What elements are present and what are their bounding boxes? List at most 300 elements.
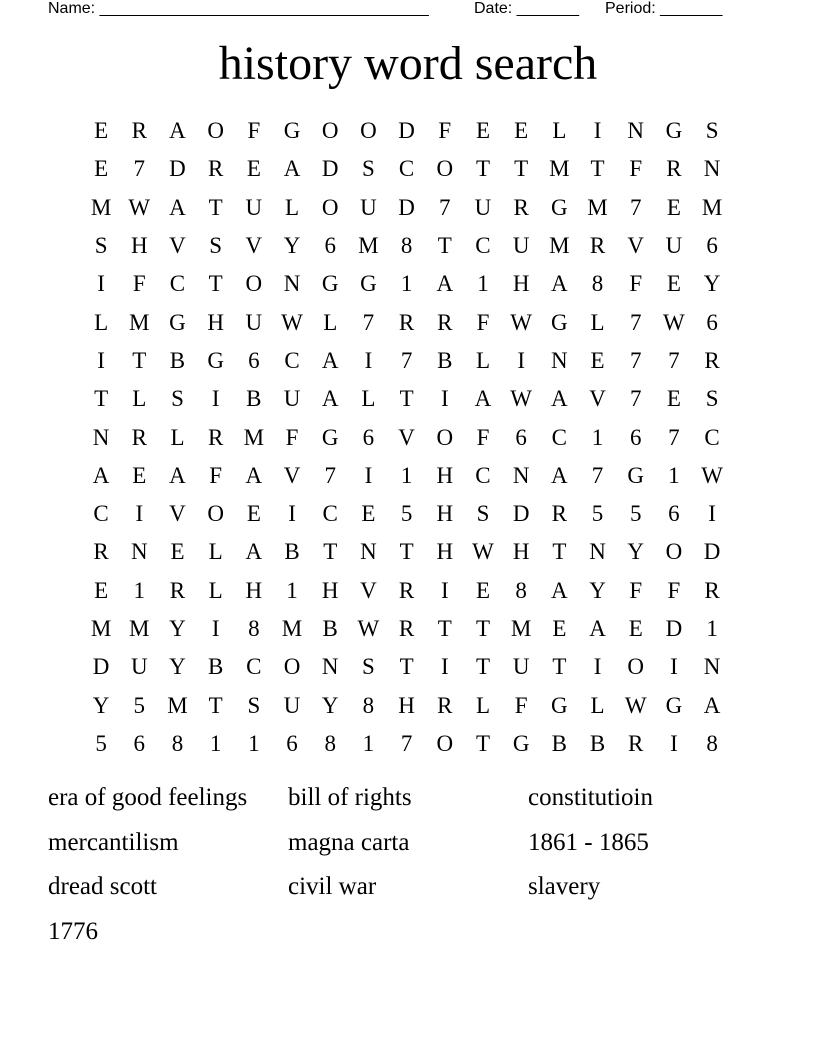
grid-cell: T — [323, 539, 338, 565]
grid-cell: 8 — [171, 730, 184, 756]
grid-cell: 7 — [668, 424, 680, 450]
grid-cell: R — [169, 577, 186, 603]
grid-cell: D — [321, 156, 339, 182]
grid-cell: E — [628, 616, 643, 641]
grid-cell: L — [361, 386, 376, 412]
grid-cell: T — [552, 539, 567, 565]
grid-cell: E — [514, 118, 529, 144]
grid-cell: 7 — [629, 309, 642, 335]
grid-cell: Y — [627, 539, 645, 565]
grid-cell: I — [440, 386, 449, 412]
grid-cell: A — [169, 118, 186, 144]
grid-cell: O — [436, 424, 454, 450]
grid-cell: 7 — [400, 347, 413, 373]
grid-cell: I — [135, 501, 144, 527]
grid-cell: G — [360, 271, 377, 297]
grid-cell: E — [94, 156, 109, 182]
grid-cell: 8 — [324, 730, 336, 756]
grid-cell: A — [245, 462, 263, 488]
grid-cell: R — [207, 156, 224, 182]
grid-cell: L — [94, 309, 109, 335]
grid-cell: O — [436, 156, 454, 182]
grid-cell: C — [475, 233, 491, 259]
grid-cell: S — [362, 156, 375, 182]
grid-cell: R — [398, 309, 415, 335]
word-list-item: era of good feelings — [48, 784, 248, 811]
grid-cell: S — [705, 386, 719, 412]
grid-cell: 7 — [362, 309, 375, 335]
grid-cell: F — [438, 118, 452, 144]
grid-cell: 7 — [439, 194, 451, 220]
grid-cell: N — [360, 539, 377, 565]
grid-cell: U — [474, 194, 492, 220]
grid-cell: I — [670, 730, 678, 756]
grid-cell: F — [629, 271, 643, 297]
grid-cell: B — [551, 730, 568, 756]
grid-cell: H — [321, 577, 339, 603]
grid-cell: F — [629, 156, 643, 182]
word-list — [48, 776, 768, 954]
grid-cell: I — [517, 347, 525, 373]
grid-cell: R — [551, 501, 568, 527]
grid-cell: T — [208, 194, 223, 220]
grid-cell: T — [399, 654, 414, 680]
grid-cell: R — [93, 539, 109, 565]
grid-cell: T — [94, 386, 109, 412]
grid-cell: 1 — [668, 462, 680, 488]
grid-cell: 1 — [400, 271, 413, 297]
grid-cell: T — [475, 654, 490, 680]
grid-cell: L — [552, 118, 567, 144]
grid-cell: R — [437, 309, 453, 335]
grid-cell: M — [549, 156, 570, 182]
grid-cell: D — [703, 539, 721, 565]
grid-cell: E — [666, 194, 681, 220]
grid-cell: M — [587, 194, 608, 220]
grid-cell: I — [440, 577, 449, 603]
grid-cell: H — [512, 271, 530, 297]
grid-cell: G — [551, 309, 568, 335]
grid-cell: 7 — [400, 730, 413, 756]
grid-cell: T — [552, 654, 567, 680]
word-list-item: slavery — [528, 873, 601, 900]
grid-cell: C — [169, 271, 186, 297]
date-field-label: Date: _______ — [474, 0, 579, 17]
grid-cell: W — [510, 386, 533, 412]
grid-cell: Y — [283, 233, 301, 259]
grid-cell: 7 — [668, 347, 680, 373]
grid-cell: O — [360, 118, 377, 144]
grid-cell: F — [667, 577, 681, 603]
grid-cell: U — [512, 654, 530, 680]
grid-cell: U — [245, 194, 263, 220]
grid-cell: H — [436, 501, 454, 527]
grid-cell: G — [551, 692, 568, 718]
grid-cell: 7 — [591, 462, 604, 488]
grid-cell: L — [590, 309, 605, 335]
grid-cell: M — [129, 616, 150, 641]
grid-cell: H — [398, 692, 415, 718]
grid-cell: E — [475, 118, 490, 144]
grid-cell: A — [703, 692, 721, 718]
grid-cell: D — [665, 616, 683, 641]
grid-cell: F — [476, 309, 490, 335]
grid-cell: I — [288, 501, 296, 527]
grid-cell: O — [207, 118, 224, 144]
grid-cell: F — [629, 577, 643, 603]
grid-cell: D — [398, 194, 415, 220]
grid-cell: F — [514, 692, 528, 718]
grid-cell: R — [398, 616, 415, 641]
grid-cell: 6 — [248, 347, 260, 373]
grid-cell: T — [475, 616, 490, 641]
grid-cell: T — [590, 156, 605, 182]
grid-cell: A — [321, 386, 339, 412]
grid-cell: D — [169, 156, 186, 182]
grid-cell: N — [703, 156, 721, 182]
grid-cell: C — [322, 501, 338, 527]
grid-cell: 5 — [133, 692, 146, 718]
grid-cell: L — [170, 424, 185, 450]
page-title: history word search — [218, 37, 598, 90]
grid-cell: G — [169, 309, 186, 335]
grid-cell: M — [90, 616, 112, 641]
grid-cell: T — [475, 730, 490, 756]
grid-cell: R — [513, 194, 529, 220]
grid-cell: G — [321, 271, 339, 297]
grid-cell: 1 — [706, 616, 718, 641]
grid-cell: N — [703, 654, 721, 680]
grid-cell: R — [207, 424, 224, 450]
grid-cell: 6 — [515, 424, 527, 450]
grid-cell: 6 — [324, 233, 336, 259]
grid-cell: L — [208, 539, 223, 565]
grid-cell: A — [283, 156, 301, 182]
grid-cell: E — [475, 577, 490, 603]
grid-cell: T — [475, 156, 490, 182]
word-list-item: civil war — [288, 873, 377, 900]
grid-cell: B — [284, 539, 300, 565]
grid-cell: 6 — [706, 233, 718, 259]
grid-cell: V — [169, 501, 186, 527]
grid-cell: E — [590, 347, 605, 373]
grid-cell: 7 — [629, 386, 642, 412]
grid-cell: 8 — [515, 577, 527, 603]
grid-cell: N — [130, 539, 148, 565]
grid-cell: S — [171, 386, 184, 412]
grid-cell: 5 — [591, 501, 604, 527]
word-list-item: constitutioin — [528, 784, 653, 811]
grid-cell: T — [208, 692, 223, 718]
grid-cell: H — [207, 309, 224, 335]
grid-cell: T — [514, 156, 529, 182]
grid-cell: Y — [169, 654, 186, 680]
grid-cell: R — [398, 577, 415, 603]
grid-cell: A — [169, 462, 186, 488]
grid-cell: E — [132, 462, 147, 488]
grid-cell: D — [398, 118, 415, 144]
grid-cell: T — [132, 347, 147, 373]
grid-cell: S — [476, 501, 490, 527]
grid-cell: I — [593, 654, 602, 680]
grid-cell: E — [552, 616, 567, 641]
grid-cell: M — [358, 233, 379, 259]
grid-cell: O — [665, 539, 683, 565]
grid-cell: O — [321, 194, 339, 220]
grid-cell: L — [475, 692, 490, 718]
grid-cell: 7 — [629, 347, 642, 373]
worksheet-header — [48, 0, 723, 19]
grid-cell: A — [589, 616, 606, 641]
grid-cell: N — [589, 539, 606, 565]
grid-cell: L — [285, 194, 300, 220]
grid-cell: O — [436, 730, 454, 756]
grid-cell: I — [97, 347, 105, 373]
grid-cell: B — [169, 347, 186, 373]
grid-cell: O — [321, 118, 339, 144]
grid-cell: I — [593, 118, 602, 144]
grid-cell: C — [93, 501, 109, 527]
grid-cell: A — [436, 271, 454, 297]
grid-cell: 8 — [591, 271, 604, 297]
grid-cell: L — [132, 386, 147, 412]
grid-cell: M — [549, 233, 570, 259]
grid-cell: C — [398, 156, 415, 182]
grid-cell: O — [245, 271, 263, 297]
grid-cell: L — [323, 309, 338, 335]
grid-cell: N — [92, 424, 110, 450]
grid-cell: L — [475, 347, 490, 373]
grid-cell: W — [357, 616, 380, 641]
grid-cell: C — [284, 347, 300, 373]
grid-cell: T — [208, 271, 223, 297]
grid-cell: 5 — [95, 730, 107, 756]
grid-cell: V — [398, 424, 415, 450]
period-field-label: Period: _______ — [605, 0, 723, 17]
grid-cell: T — [437, 616, 452, 641]
grid-cell: M — [167, 692, 188, 718]
grid-cell: T — [399, 539, 414, 565]
grid-cell: R — [704, 577, 720, 603]
grid-cell: M — [129, 309, 150, 335]
grid-cell: M — [281, 616, 303, 641]
grid-cell: F — [132, 271, 146, 297]
grid-cell: 5 — [629, 501, 642, 527]
grid-cell: F — [247, 118, 261, 144]
grid-cell: D — [512, 501, 530, 527]
grid-cell: D — [92, 654, 110, 680]
grid-cell: A — [551, 577, 568, 603]
grid-cell: 1 — [209, 730, 222, 756]
grid-cell: R — [704, 347, 720, 373]
grid-cell: T — [437, 233, 452, 259]
grid-cell: G — [627, 462, 645, 488]
grid-cell: M — [510, 616, 532, 641]
grid-cell: S — [209, 233, 223, 259]
grid-cell: S — [362, 654, 375, 680]
grid-cell: A — [321, 347, 339, 373]
grid-cell: U — [512, 233, 530, 259]
grid-cell: S — [247, 692, 261, 718]
word-list-item: bill of rights — [288, 784, 412, 811]
grid-cell: M — [701, 194, 723, 220]
grid-cell: N — [512, 462, 530, 488]
grid-cell: B — [589, 730, 606, 756]
grid-cell: S — [94, 233, 108, 259]
grid-cell: 1 — [248, 730, 260, 756]
grid-cell: O — [283, 654, 301, 680]
grid-cell: A — [92, 462, 110, 488]
grid-cell: F — [209, 462, 223, 488]
grid-cell: V — [245, 233, 263, 259]
letter-grid — [82, 112, 731, 763]
grid-cell: N — [551, 347, 568, 373]
grid-cell: C — [475, 462, 491, 488]
grid-cell: I — [708, 501, 716, 527]
grid-cell: G — [283, 118, 301, 144]
grid-cell: S — [705, 118, 719, 144]
grid-cell: V — [169, 233, 186, 259]
grid-cell: E — [246, 156, 261, 182]
grid-cell: E — [361, 501, 376, 527]
grid-cell: H — [245, 577, 263, 603]
grid-cell: I — [211, 386, 220, 412]
grid-cell: B — [207, 654, 224, 680]
grid-cell: 8 — [400, 233, 413, 259]
grid-cell: C — [704, 424, 720, 450]
grid-cell: 6 — [133, 730, 146, 756]
grid-cell: 1 — [400, 462, 413, 488]
grid-cell: E — [94, 118, 109, 144]
grid-cell: H — [130, 233, 148, 259]
grid-cell: V — [627, 233, 645, 259]
grid-cell: F — [476, 424, 490, 450]
grid-cell: W — [701, 462, 723, 488]
grid-cell: A — [551, 462, 568, 488]
grid-cell: V — [589, 386, 606, 412]
grid-cell: A — [245, 539, 263, 565]
grid-cell: W — [281, 309, 303, 335]
grid-cell: C — [551, 424, 568, 450]
grid-cell: A — [169, 194, 186, 220]
grid-cell: 7 — [133, 156, 146, 182]
grid-cell: L — [208, 577, 223, 603]
grid-cell: R — [131, 118, 147, 144]
grid-cell: O — [207, 501, 224, 527]
grid-cell: W — [510, 309, 533, 335]
grid-cell: N — [283, 271, 301, 297]
grid-cell: G — [207, 347, 224, 373]
grid-cell: 1 — [477, 271, 489, 297]
grid-cell: H — [436, 539, 454, 565]
grid-cell: 6 — [668, 501, 680, 527]
grid-cell: 6 — [286, 730, 298, 756]
grid-cell: Y — [703, 271, 721, 297]
grid-cell: 8 — [362, 692, 375, 718]
grid-cell: B — [322, 616, 338, 641]
grid-cell: G — [512, 730, 530, 756]
grid-cell: A — [551, 271, 568, 297]
word-list-item: 1776 — [48, 917, 98, 945]
grid-cell: Y — [321, 692, 339, 718]
grid-cell: G — [665, 692, 683, 718]
grid-cell: 7 — [324, 462, 336, 488]
grid-cell: R — [589, 233, 606, 259]
grid-cell: C — [246, 654, 262, 680]
grid-cell: U — [130, 654, 148, 680]
grid-cell: W — [472, 539, 494, 565]
word-list-item: magna carta — [288, 828, 410, 856]
grid-cell: U — [360, 194, 377, 220]
grid-cell: W — [128, 194, 151, 220]
grid-cell: O — [627, 654, 645, 680]
grid-cell: 1 — [591, 424, 604, 450]
grid-cell: 6 — [706, 309, 718, 335]
grid-cell: I — [364, 462, 373, 488]
grid-cell: I — [670, 654, 678, 680]
grid-cell: F — [285, 424, 299, 450]
grid-cell: U — [283, 386, 301, 412]
grid-cell: E — [94, 577, 109, 603]
grid-cell: U — [245, 309, 263, 335]
grid-cell: G — [551, 194, 568, 220]
word-list-item: dread scott — [48, 873, 157, 900]
grid-cell: N — [627, 118, 645, 144]
grid-cell: B — [246, 386, 262, 412]
grid-cell: W — [663, 309, 685, 335]
word-list-item: mercantilism — [48, 828, 179, 856]
grid-cell: V — [283, 462, 301, 488]
grid-cell: N — [321, 654, 339, 680]
grid-cell: A — [474, 386, 492, 412]
grid-cell: E — [246, 501, 261, 527]
grid-cell: R — [131, 424, 147, 450]
grid-cell: A — [551, 386, 568, 412]
grid-cell: I — [211, 616, 220, 641]
grid-cell: H — [512, 539, 530, 565]
grid-cell: L — [590, 692, 605, 718]
grid-cell: M — [243, 424, 265, 450]
grid-cell: Y — [169, 616, 186, 641]
grid-cell: E — [666, 386, 681, 412]
grid-cell: I — [364, 347, 373, 373]
grid-cell: M — [90, 194, 112, 220]
grid-cell: 1 — [286, 577, 298, 603]
grid-cell: 8 — [706, 730, 718, 756]
grid-cell: 1 — [362, 730, 375, 756]
grid-cell: R — [628, 730, 644, 756]
grid-cell: H — [436, 462, 454, 488]
grid-cell: I — [97, 271, 105, 297]
name-field-label: Name: _____________________________________ — [48, 0, 429, 17]
grid-cell: U — [283, 692, 301, 718]
grid-cell: B — [437, 347, 453, 373]
grid-cell: E — [170, 539, 185, 565]
grid-cell: 6 — [629, 424, 642, 450]
grid-cell: 6 — [362, 424, 375, 450]
grid-cell: 1 — [133, 577, 146, 603]
grid-cell: E — [666, 271, 681, 297]
grid-cell: I — [440, 654, 449, 680]
grid-cell: U — [665, 233, 683, 259]
grid-cell: W — [624, 692, 647, 718]
grid-cell: 5 — [400, 501, 413, 527]
grid-cell: 8 — [248, 616, 260, 641]
grid-cell: V — [360, 577, 377, 603]
grid-cell: Y — [92, 692, 110, 718]
grid-cell: G — [665, 118, 683, 144]
grid-cell: 7 — [629, 194, 642, 220]
